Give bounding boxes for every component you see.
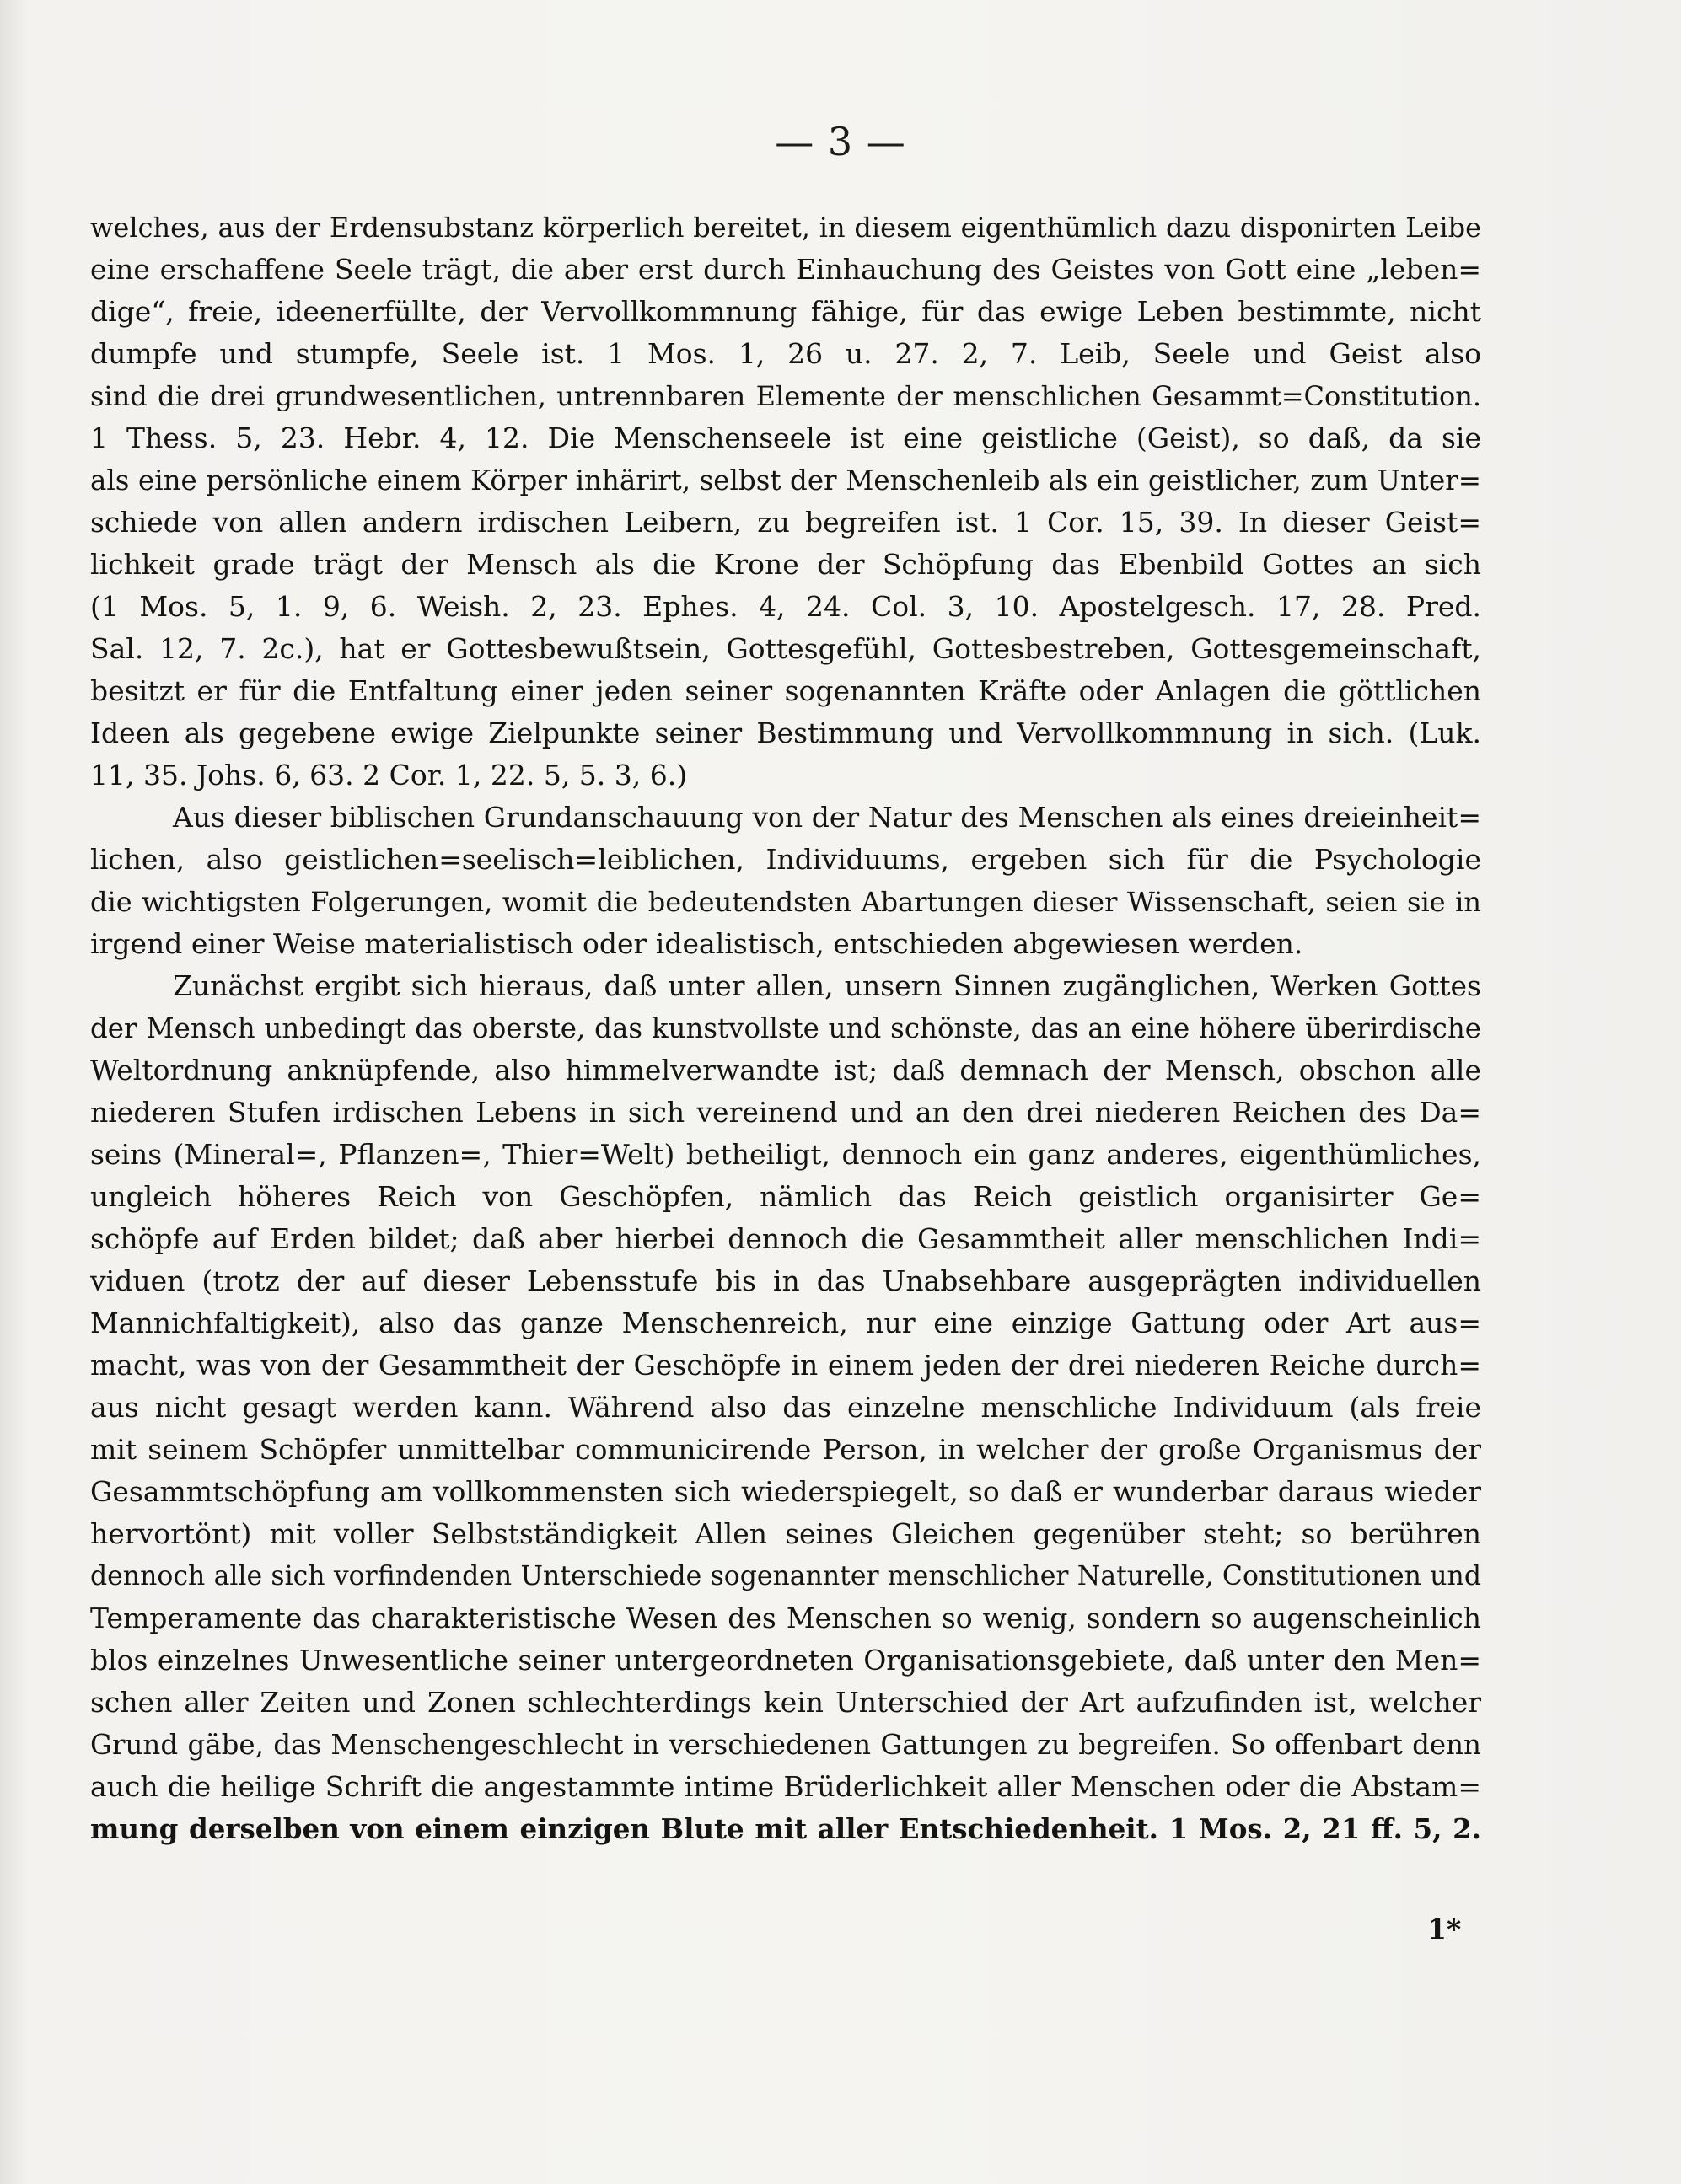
text-line: Grund gäbe, das Menschengeschlecht in verschiedenen Gattungen zu begreifen. So offenbart denn: [90, 1729, 1481, 1761]
text-line: mit seinem Schöpfer unmittelbar communicirende Person, in welcher der große Organismus der: [90, 1433, 1481, 1466]
text-line: dumpfe und stumpfe, Seele ist. 1 Mos. 1, 26 u. 27. 2, 7. Leib, Seele und Geist also: [90, 337, 1481, 370]
text-line: Aus dieser biblischen Grundanschauung von der Natur des Menschen als eines dreieinheit=: [173, 801, 1481, 834]
text-line: irgend einer Weise materialistisch oder idealistisch, entschieden abgewiesen werden.: [90, 927, 1303, 960]
text-line: Ideen als gegebene ewige Zielpunkte seiner Bestimmung und Vervollkommnung in sich. (Luk.: [90, 716, 1481, 749]
text-line: viduen (trotz der auf dieser Lebensstufe bis in das Unabsehbare ausgeprägten individuellen: [90, 1264, 1481, 1297]
text-line: seins (Mineral=, Pflanzen=, Thier=Welt) betheiligt, dennoch ein ganz anderes, eigenthümliches,: [90, 1138, 1481, 1171]
text-line: Mannichfaltigkeit), also das ganze Menschenreich, nur eine einzige Gattung oder Art aus=: [90, 1307, 1481, 1339]
text-line: lichen, also geistlichen=seelisch=leiblichen, Individuums, ergeben sich für die Psychologie: [90, 843, 1481, 876]
text-line: Weltordnung anknüpfende, also himmelverwandte ist; daß demnach der Mensch, obschon alle: [90, 1054, 1481, 1087]
paragraph-1: [90, 207, 1481, 797]
text-line: besitzt er für die Entfaltung einer jeden seiner sogenannten Kräfte oder Anlagen die göttlichen: [90, 674, 1481, 707]
text-line: schen aller Zeiten und Zonen schlechterdings kein Unterschied der Art aufzufinden ist, welcher: [90, 1686, 1481, 1719]
text-line: Zunächst ergibt sich hieraus, daß unter allen, unsern Sinnen zugänglichen, Werken Gottes: [173, 969, 1481, 1002]
text-line: Sal. 12, 7. 2c.), hat er Gottesbewußtsein, Gottesgefühl, Gottesbestreben, Gottesgemeinschaft,: [90, 632, 1481, 665]
text-line: eine erschaffene Seele trägt, die aber erst durch Einhauchung des Geistes von Gott eine „leben=: [90, 253, 1481, 286]
text-line: auch die heilige Schrift die angestammte intime Brüderlichkeit aller Menschen oder die Abstam=: [90, 1770, 1481, 1803]
paragraph-3: [90, 965, 1481, 1850]
text-line: aus nicht gesagt werden kann. Während also das einzelne menschliche Individuum (als freie: [90, 1391, 1481, 1424]
text-line: als eine persönliche einem Körper inhärirt, selbst der Menschenleib als ein geistlicher, zum Unter=: [90, 464, 1481, 496]
paragraph-2: [90, 797, 1481, 965]
text-line: 1 Thess. 5, 23. Hebr. 4, 12. Die Menschenseele ist eine geistliche (Geist), so daß, da sie: [90, 421, 1481, 454]
text-line: sind die drei grundwesentlichen, untrennbaren Elemente der menschlichen Gesammt=Constitution.: [90, 380, 1481, 412]
body-text: [90, 207, 1481, 1850]
text-line: welches, aus der Erdensubstanz körperlich bereitet, in diesem eigenthümlich dazu disponirten Leibe: [90, 212, 1481, 244]
text-line: Gesammtschöpfung am vollkommensten sich wiederspiegelt, so daß er wunderbar daraus wieder: [90, 1475, 1481, 1508]
text-line: niederen Stufen irdischen Lebens in sich vereinend und an den drei niederen Reichen des Da=: [90, 1096, 1481, 1129]
text-line: die wichtigsten Folgerungen, womit die bedeutendsten Abartungen dieser Wissenschaft, seien sie in: [90, 886, 1481, 918]
text-line: 11, 35. Johs. 6, 63. 2 Cor. 1, 22. 5, 5. 3, 6.): [90, 759, 688, 791]
text-line: schöpfe auf Erden bildet; daß aber hierbei dennoch die Gesammtheit aller menschlichen Indi=: [90, 1222, 1481, 1255]
signature-mark: 1*: [1427, 1913, 1462, 1945]
text-line: lichkeit grade trägt der Mensch als die Krone der Schöpfung das Ebenbild Gottes an sich: [90, 548, 1481, 581]
text-line: hervortönt) mit voller Selbstständigkeit Allen seines Gleichen gegenüber steht; so berühren: [90, 1517, 1481, 1550]
text-line: blos einzelnes Unwesentliche seiner untergeordneten Organisationsgebiete, daß unter den Men=: [90, 1644, 1481, 1677]
text-line: der Mensch unbedingt das oberste, das kunstvollste und schönste, das an eine höhere überirdische: [90, 1012, 1481, 1044]
text-line: ungleich höheres Reich von Geschöpfen, nämlich das Reich geistlich organisirter Ge=: [90, 1180, 1481, 1213]
page-number: — 3 —: [775, 119, 906, 164]
text-line: mung derselben von einem einzigen Blute mit aller Entschiedenheit. 1 Mos. 2, 21 ff. 5, 2.: [90, 1812, 1481, 1845]
text-line: macht, was von der Gesammtheit der Geschöpfe in einem jeden der drei niederen Reiche durch=: [90, 1349, 1481, 1382]
text-line: schiede von allen andern irdischen Leibern, zu begreifen ist. 1 Cor. 15, 39. In dieser Geist=: [90, 506, 1481, 539]
text-line: Temperamente das charakteristische Wesen des Menschen so wenig, sondern so augenscheinlich: [90, 1602, 1481, 1634]
text-line: (1 Mos. 5, 1. 9, 6. Weish. 2, 23. Ephes. 4, 24. Col. 3, 10. Apostelgesch. 17, 28. Pred.: [90, 590, 1481, 623]
text-line: dige“, freie, ideenerfüllte, der Vervollkommnung fähige, für das ewige Leben bestimmte, nicht: [90, 295, 1481, 328]
text-line: dennoch alle sich vorfindenden Unterschiede sogenannter menschlicher Naturelle, Constitutionen und: [90, 1561, 1481, 1591]
